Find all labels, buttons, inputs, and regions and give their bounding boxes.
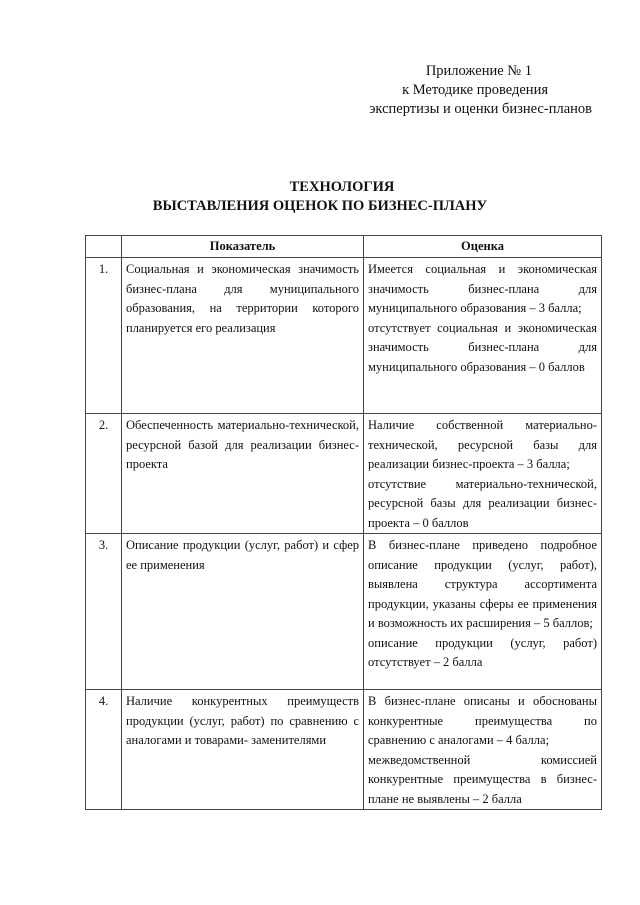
- table-row: [86, 534, 602, 690]
- row-evaluation: [364, 690, 602, 810]
- header-number: [86, 236, 122, 258]
- indicator-text: Наличие конкурентных преимуществ продукции (услуг, работ) по сравнению с аналогами и товарами- заменителями: [126, 694, 359, 747]
- row-evaluation: [364, 414, 602, 534]
- indicator-text: Обеспеченность материально-технической, ресурсной базой для реализации бизнес-проекта: [126, 418, 359, 471]
- evaluation-positive: Имеется социальная и экономическая значимость бизнес-плана для муниципального образования – 3 балла;: [368, 262, 597, 315]
- row-indicator: [122, 258, 364, 414]
- appendix-header: [369, 62, 592, 119]
- row-indicator: [122, 690, 364, 810]
- table-row: [86, 258, 602, 414]
- appendix-number: Приложение № 1: [425, 63, 532, 79]
- evaluation-positive: Наличие собственной материально-технической, ресурсной базы для реализации бизнес-проекта – 3 балла;: [368, 418, 597, 471]
- table-row: [86, 690, 602, 810]
- row-number: 4.: [86, 690, 122, 810]
- row-evaluation: [364, 258, 602, 414]
- assessment-table: [85, 235, 602, 810]
- table-header-row: [86, 236, 602, 258]
- row-indicator: [122, 534, 364, 690]
- appendix-reference: к Методике проведения: [402, 82, 548, 98]
- evaluation-negative: описание продукции (услуг, работ) отсутствует – 2 балла: [368, 635, 597, 669]
- header-evaluation: Оценка: [364, 236, 602, 258]
- evaluation-negative: отсутствует социальная и экономическая значимость бизнес-плана для муниципального образования – 0 баллов: [368, 320, 597, 374]
- table-row: [86, 414, 602, 534]
- title-line-2: ВЫСТАВЛЕНИЯ ОЦЕНОК ПО БИЗНЕС-ПЛАНУ: [152, 198, 488, 214]
- row-indicator: [122, 414, 364, 534]
- evaluation-negative: межведомственной комиссией конкурентные преимущества в бизнес-плане не выявлены – 2 балла: [368, 752, 597, 806]
- row-number: 3.: [86, 534, 122, 690]
- indicator-text: Социальная и экономическая значимость бизнес-плана для муниципального образования, на территории которого планируется его реализация: [126, 262, 359, 335]
- evaluation-negative: отсутствие материально-технической, ресурсной базы для реализации бизнес-проекта – 0 баллов: [368, 476, 597, 530]
- evaluation-positive: В бизнес-плане описаны и обоснованы конкурентные преимущества по сравнению с аналогами – 4 балла;: [368, 694, 597, 747]
- appendix-subject: экспертизы и оценки бизнес-планов: [369, 101, 592, 117]
- document-title: [0, 178, 640, 216]
- evaluation-positive: В бизнес-плане приведено подробное описание продукции (услуг, работ), выявлена структура ассортимента продукции, указаны сферы ее применения и возможность их расширения – 5 баллов;: [368, 538, 597, 630]
- row-number: 1.: [86, 258, 122, 414]
- title-line-1: ТЕХНОЛОГИЯ: [289, 179, 395, 195]
- row-number: 2.: [86, 414, 122, 534]
- row-evaluation: [364, 534, 602, 690]
- indicator-text: Описание продукции (услуг, работ) и сфер ее применения: [126, 538, 359, 572]
- header-indicator: Показатель: [122, 236, 364, 258]
